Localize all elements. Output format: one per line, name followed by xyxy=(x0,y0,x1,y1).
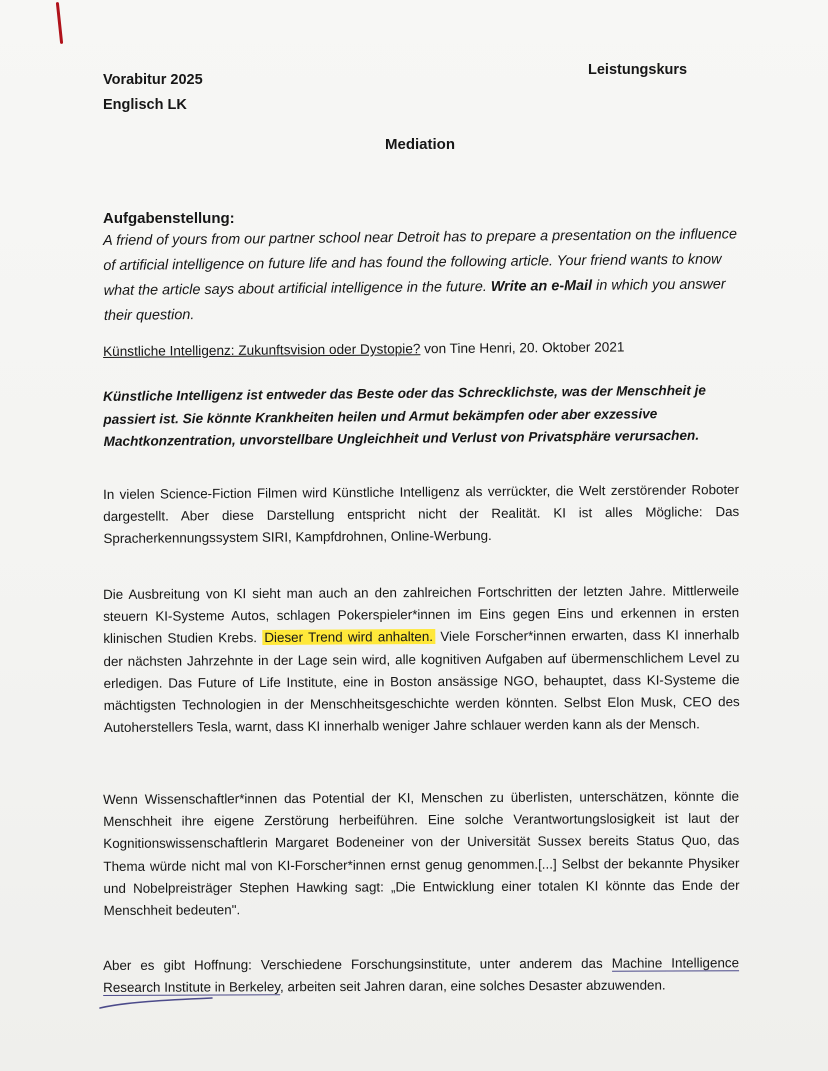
exam-year: Vorabitur 2025 xyxy=(103,72,203,88)
task-text xyxy=(103,222,744,329)
task-heading: Aufgabenstellung: xyxy=(103,210,235,227)
task-end: in which you answer their question. xyxy=(103,276,726,324)
header-left xyxy=(103,68,203,118)
course-level: Leistungskurs xyxy=(588,62,688,78)
paragraph-4-start: Aber es gibt Hoffnung: Verschiedene Forschungsinstitute, unter anderem das xyxy=(103,955,603,973)
article-heading xyxy=(103,339,625,359)
red-pen-mark xyxy=(56,2,63,44)
paragraph-2-end: Viele Forscher*innen erwarten, dass KI innerhalb der nächsten Jahrzehnte in der Lage sein wird, alle kognitiven Aufgaben auf übermenschlichem Level zu erledigen. Das Future of Life Institute, eine in Boston ansässige NGO, behauptet, dass KI-Systeme die mächtigsten Technologien in der Menschheitsgeschichte werden könnten. Selbst Elon Musk, CEO des Autoherstellers Tesla, warnt, dass KI innerhalb weniger Jahre schlauer werden kann als der Mensch. xyxy=(103,627,740,736)
pen-underline-stroke xyxy=(96,990,216,1014)
article-byline: von Tine Henri, 20. Oktober 2021 xyxy=(424,339,625,357)
page-title: Mediation xyxy=(385,136,455,153)
article-title: Künstliche Intelligenz: Zukunftsvision oder Dystopie? xyxy=(103,341,421,359)
underlined-institute: Machine Intelligence Research Institute in Berkeley xyxy=(103,955,740,996)
paragraph-2 xyxy=(103,580,740,739)
paragraph-2-start: Die Ausbreitung von KI sieht man auch an den zahlreichen Fortschritten der letzten Jahre. Mittlerweile steuern KI-Systeme Autos, schlagen Pokerspieler*innen im Eins gegen Eins und erkennen in ersten klinischen Studien Krebs. xyxy=(103,583,740,647)
task-intro: A friend of yours from our partner school near Detroit has to prepare a presentation on the influence of artificial intelligence on future life and has found the following article. Your friend wants to know what the article says about artificial intelligence in the future. xyxy=(103,226,738,299)
paragraph-1: In vielen Science-Fiction Filmen wird Künstliche Intelligenz als verrückter, die Welt zerstörender Roboter dargestellt. Aber diese Darstellung entspricht nicht der Realität. KI ist alles Mögliche: Das Spracherkennungssystem SIRI, Kampfdrohnen, Online-Werbung. xyxy=(103,482,740,547)
highlighted-sentence: Dieser Trend wird anhalten. xyxy=(264,629,434,646)
article-lead: Künstliche Intelligenz ist entweder das Beste oder das Schrecklichste, was der Menschheit je passiert ist. Sie könnte Krankheiten heilen und Armut bekämpfen oder aber exzessive Machtkonzentration, unvorstellbare Ungleichheit und Verlust von Privatsphäre verursachen. xyxy=(103,382,707,449)
paragraph-3: Wenn Wissenschaftler*innen das Potential der KI, Menschen zu überlisten, unterschätzen, könnte die Menschheit ihre eigene Zerstörung herbeiführen. Eine solche Verantwortungslosigkeit ist laut der Kognitionswissenschaftlerin Margaret Bodeneiner von der Universität Sussex bereits Status Quo, das Thema würde nicht mal von KI-Forscher*innen ernst genug genommen.[...] Selbst der bekannte Physiker und Nobelpreisträger Stephen Hawking sagt: „Die Entwicklung einer totalen KI könnte das Ende der Menschheit bedeuten". xyxy=(103,788,740,919)
task-section xyxy=(103,210,743,329)
task-instruction: Write an e-Mail xyxy=(490,277,593,295)
subject-name: Englisch LK xyxy=(103,97,187,113)
paragraph-4-end: , arbeiten seit Jahren daran, eine solches Desaster abzuwenden. xyxy=(279,977,666,995)
